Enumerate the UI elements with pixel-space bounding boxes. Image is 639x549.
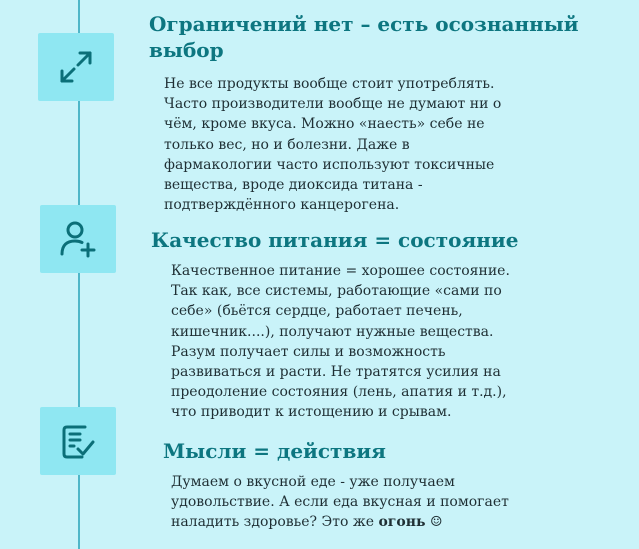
section-title-2-line-1: Качество питания = состояние [151,228,519,252]
checklist-icon [56,419,100,463]
section-3-line-3: наладить здоровье? Это же [171,514,375,531]
section-2-line-6: развиваться и расти. Не тратятся усилия на [171,364,501,381]
section-2-line-7: преодоление состояния (лень, апатия и т.д.), [171,384,507,401]
section-text-2 [171,261,510,423]
section-3-line-1: Думаем о вкусной еде - уже получаем [171,474,455,490]
section-title-3-line-1: Мысли = действия [163,439,386,463]
section-title-1-line-1: Ограничений нет – есть осознанный [149,12,579,36]
section-1-line-3: чём, кроме вкуса. Можно «наесть» себе не [164,116,485,133]
icon-box-2 [40,205,116,273]
smile-emoji-icon: ☺ [429,514,443,531]
section-3-line-2: удовольствие. А если еда вкусная и помогает [171,494,509,511]
section-1-line-1: Не все продукты вообще стоит употреблять. [164,76,495,92]
section-2-line-8: что приводит к истощению и срывам. [171,404,452,421]
section-text-3 [171,472,509,533]
section-2-line-4: кишечник....), получают нужные вещества. [171,323,494,340]
section-3-bold-word: огонь [378,514,426,531]
icon-box-3 [40,407,116,475]
section-1-line-6: вещества, вроде диоксида титана - [164,177,423,194]
section-title-3 [163,438,386,464]
section-title-1-line-2: выбор [149,38,224,62]
section-1-line-2: Часто производители вообще не думают ни о [164,96,502,113]
section-title-2 [151,227,518,253]
section-title-1 [149,11,579,63]
section-1-line-4: только вес, но и болезни. Даже в [164,136,410,153]
icon-box-1 [38,33,114,101]
expand-arrows-icon [56,47,96,87]
add-user-icon [57,218,99,260]
section-2-line-3: себе» (бьётся сердце, работает печень, [171,303,463,320]
section-text-1 [164,74,501,215]
section-1-line-7: подтверждённого канцерогена. [164,197,400,214]
section-2-line-2: Так как, все системы, работающие «сами по [171,283,502,300]
section-2-line-1: Качественное питание = хорошее состояние. [171,263,510,279]
section-1-line-5: фармакологии часто используют токсичные [164,156,495,173]
section-2-line-5: Разум получает силы и возможность [171,343,446,360]
